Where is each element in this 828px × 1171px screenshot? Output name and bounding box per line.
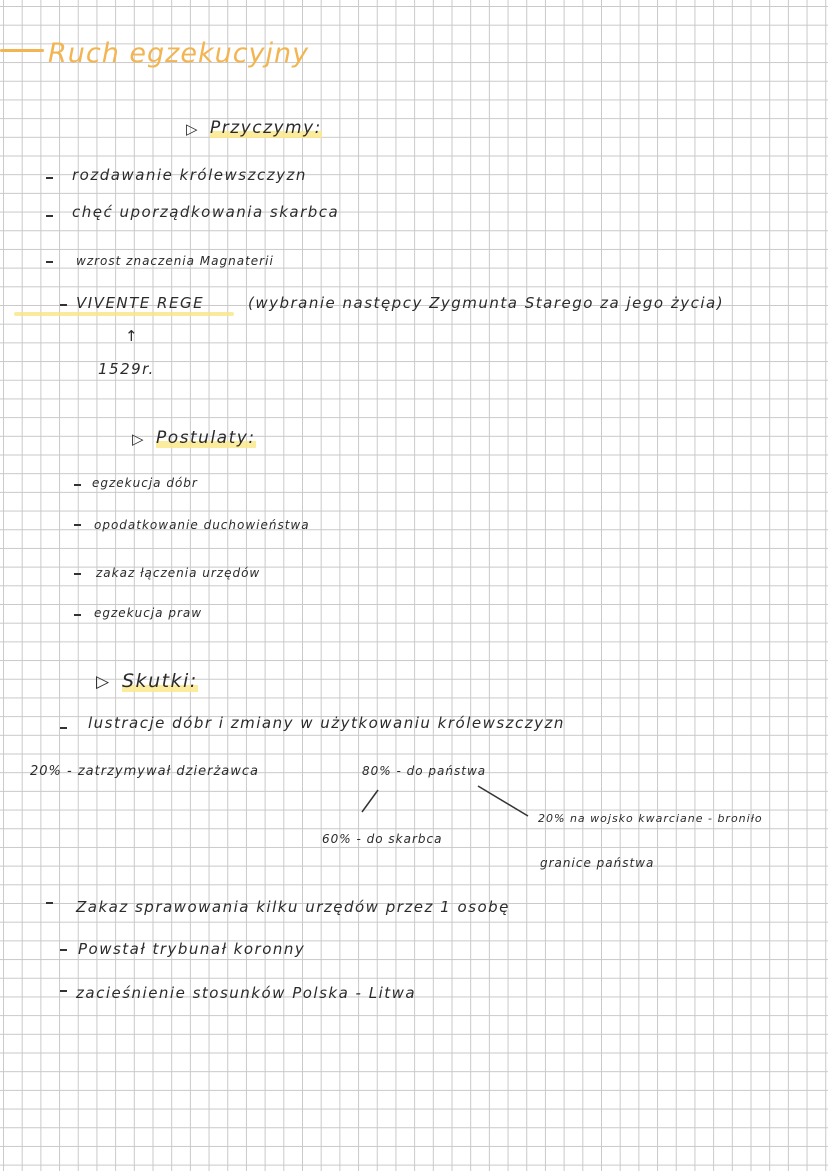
heading-causes: Przyczymy: [210,118,322,138]
bullet-dash [60,949,67,951]
bullet-dash [46,215,53,217]
cause-item: wzrost znaczenia Magnaterii [76,254,274,268]
triangle-marker-icon: ▷ [96,672,110,692]
highlight-line [14,312,234,316]
cause-item: chęć uporządkowania skarbca [72,203,340,221]
triangle-marker-icon: ▷ [186,120,198,138]
triangle-marker-icon: ▷ [132,430,144,448]
effect-army: 20% na wojsko kwarciane - broniło [538,812,763,825]
bullet-dash [60,727,67,729]
bullet-dash [74,614,81,616]
postulate-item: egzekucja dóbr [92,476,198,490]
effect-lustration: lustracje dóbr i zmiany w użytkowaniu królewszczyzn [88,714,565,732]
effect-army-cont: granice państwa [540,856,655,870]
bullet-dash [46,177,53,179]
connector-right [478,786,528,816]
vivente-year: 1529r. [98,360,155,378]
bullet-dash [60,304,67,306]
arrow-up-icon: ↑ [125,327,140,345]
bullet-dash [74,524,81,526]
effect-other: Powstał trybunał koronny [78,940,306,958]
vivente-explanation: (wybranie następcy Zygmunta Starego za jego życia) [248,294,725,312]
bullet-dash [46,261,53,263]
effect-treasury: 60% - do skarbca [322,832,443,846]
connector-left [362,790,378,812]
cause-item-vivente: VIVENTE REGE [76,294,205,312]
bullet-dash [74,484,81,486]
heading-postulates: Postulaty: [156,428,256,448]
effect-left-percent: 20% - zatrzymywał dzierżawca [30,764,259,779]
postulate-item: egzekucja praw [94,606,203,620]
effect-right-percent: 80% - do państwa [362,764,487,778]
cause-item: rozdawanie królewszczyzn [72,166,307,184]
postulate-item: zakaz łączenia urzędów [96,566,261,580]
effect-other: zacieśnienie stosunków Polska - Litwa [76,984,417,1002]
title-dash [0,49,44,52]
postulate-item: opodatkowanie duchowieństwa [94,518,310,532]
bullet-dash [60,990,67,992]
bullet-dash [46,902,53,904]
page-title: Ruch egzekucyjny [48,38,310,69]
heading-effects: Skutki: [122,670,198,692]
bullet-dash [74,573,81,575]
effect-other: Zakaz sprawowania kilku urzędów przez 1 osobę [76,898,510,916]
